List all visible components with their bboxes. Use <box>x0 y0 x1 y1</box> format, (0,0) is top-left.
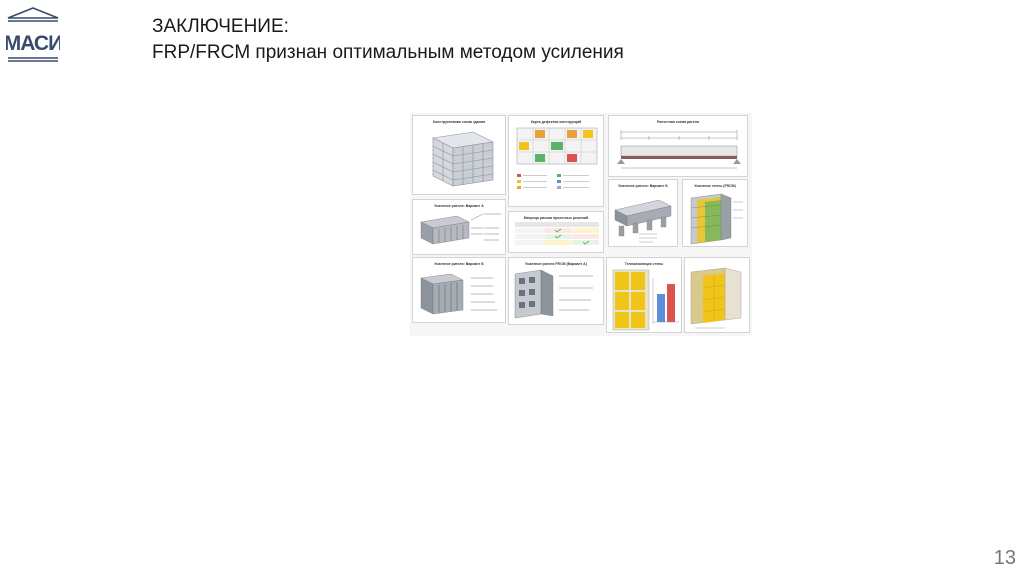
beam-frcm-illustration <box>509 258 604 325</box>
panel-title: Теплоизоляция стены <box>624 262 664 266</box>
panel-beam-scheme <box>608 115 748 177</box>
defect-map-plan <box>509 116 604 207</box>
wall-frcm-illustration <box>683 180 748 247</box>
panel-beam-frcm <box>508 257 604 325</box>
panel-title: Конструктивная схема здания <box>432 120 486 124</box>
wall-insulation-chart <box>607 258 682 333</box>
slide-subheading: FRP/FRCM признан оптимальным методом усиления <box>152 42 624 63</box>
panel-wall-layers <box>684 257 750 333</box>
panel-beam-variant-b <box>412 257 506 323</box>
institution-logo <box>6 6 60 64</box>
panel-title: Матрица рисков проектных решений <box>523 216 589 220</box>
panel-beam-variant-a <box>412 199 506 255</box>
beam-variant-a-illustration <box>413 200 506 255</box>
panel-defect-map <box>508 115 604 207</box>
slide-heading: ЗАКЛЮЧЕНИЕ: <box>152 16 289 37</box>
wall-layers-illustration <box>685 258 750 333</box>
logo-emblem-icon <box>6 6 60 64</box>
logo-text: МАСИ <box>6 32 60 55</box>
panel-risk-matrix <box>508 211 604 253</box>
panel-title: Усиление стены (FRCM) <box>694 184 736 188</box>
slide-title-block <box>152 14 624 66</box>
panel-title: Усиление ригеля: Вариант А <box>434 204 484 208</box>
beam-variant-b-illustration <box>609 180 678 247</box>
panel-beam-variant-b-top <box>608 179 678 247</box>
panel-title: Карта дефектов конструкций <box>530 120 582 124</box>
panel-wall-frcm <box>682 179 748 247</box>
beam-diagram <box>609 116 748 177</box>
panel-title: Усиление ригеля FRCM (Вариант А) <box>525 262 587 266</box>
reinforcement-collage-figure <box>410 113 752 336</box>
panel-title: Усиление ригеля: Вариант Б <box>618 184 668 188</box>
panel-wall-insulation <box>606 257 682 333</box>
panel-building-scheme <box>412 115 506 195</box>
panel-title: Усиление ригеля: Вариант Б <box>434 262 484 266</box>
beam-variant-b-detail <box>413 258 506 323</box>
page-number: 13 <box>993 547 1016 569</box>
panel-title: Расчетная схема ригеля <box>657 120 699 124</box>
building-frame-illustration <box>413 116 506 195</box>
